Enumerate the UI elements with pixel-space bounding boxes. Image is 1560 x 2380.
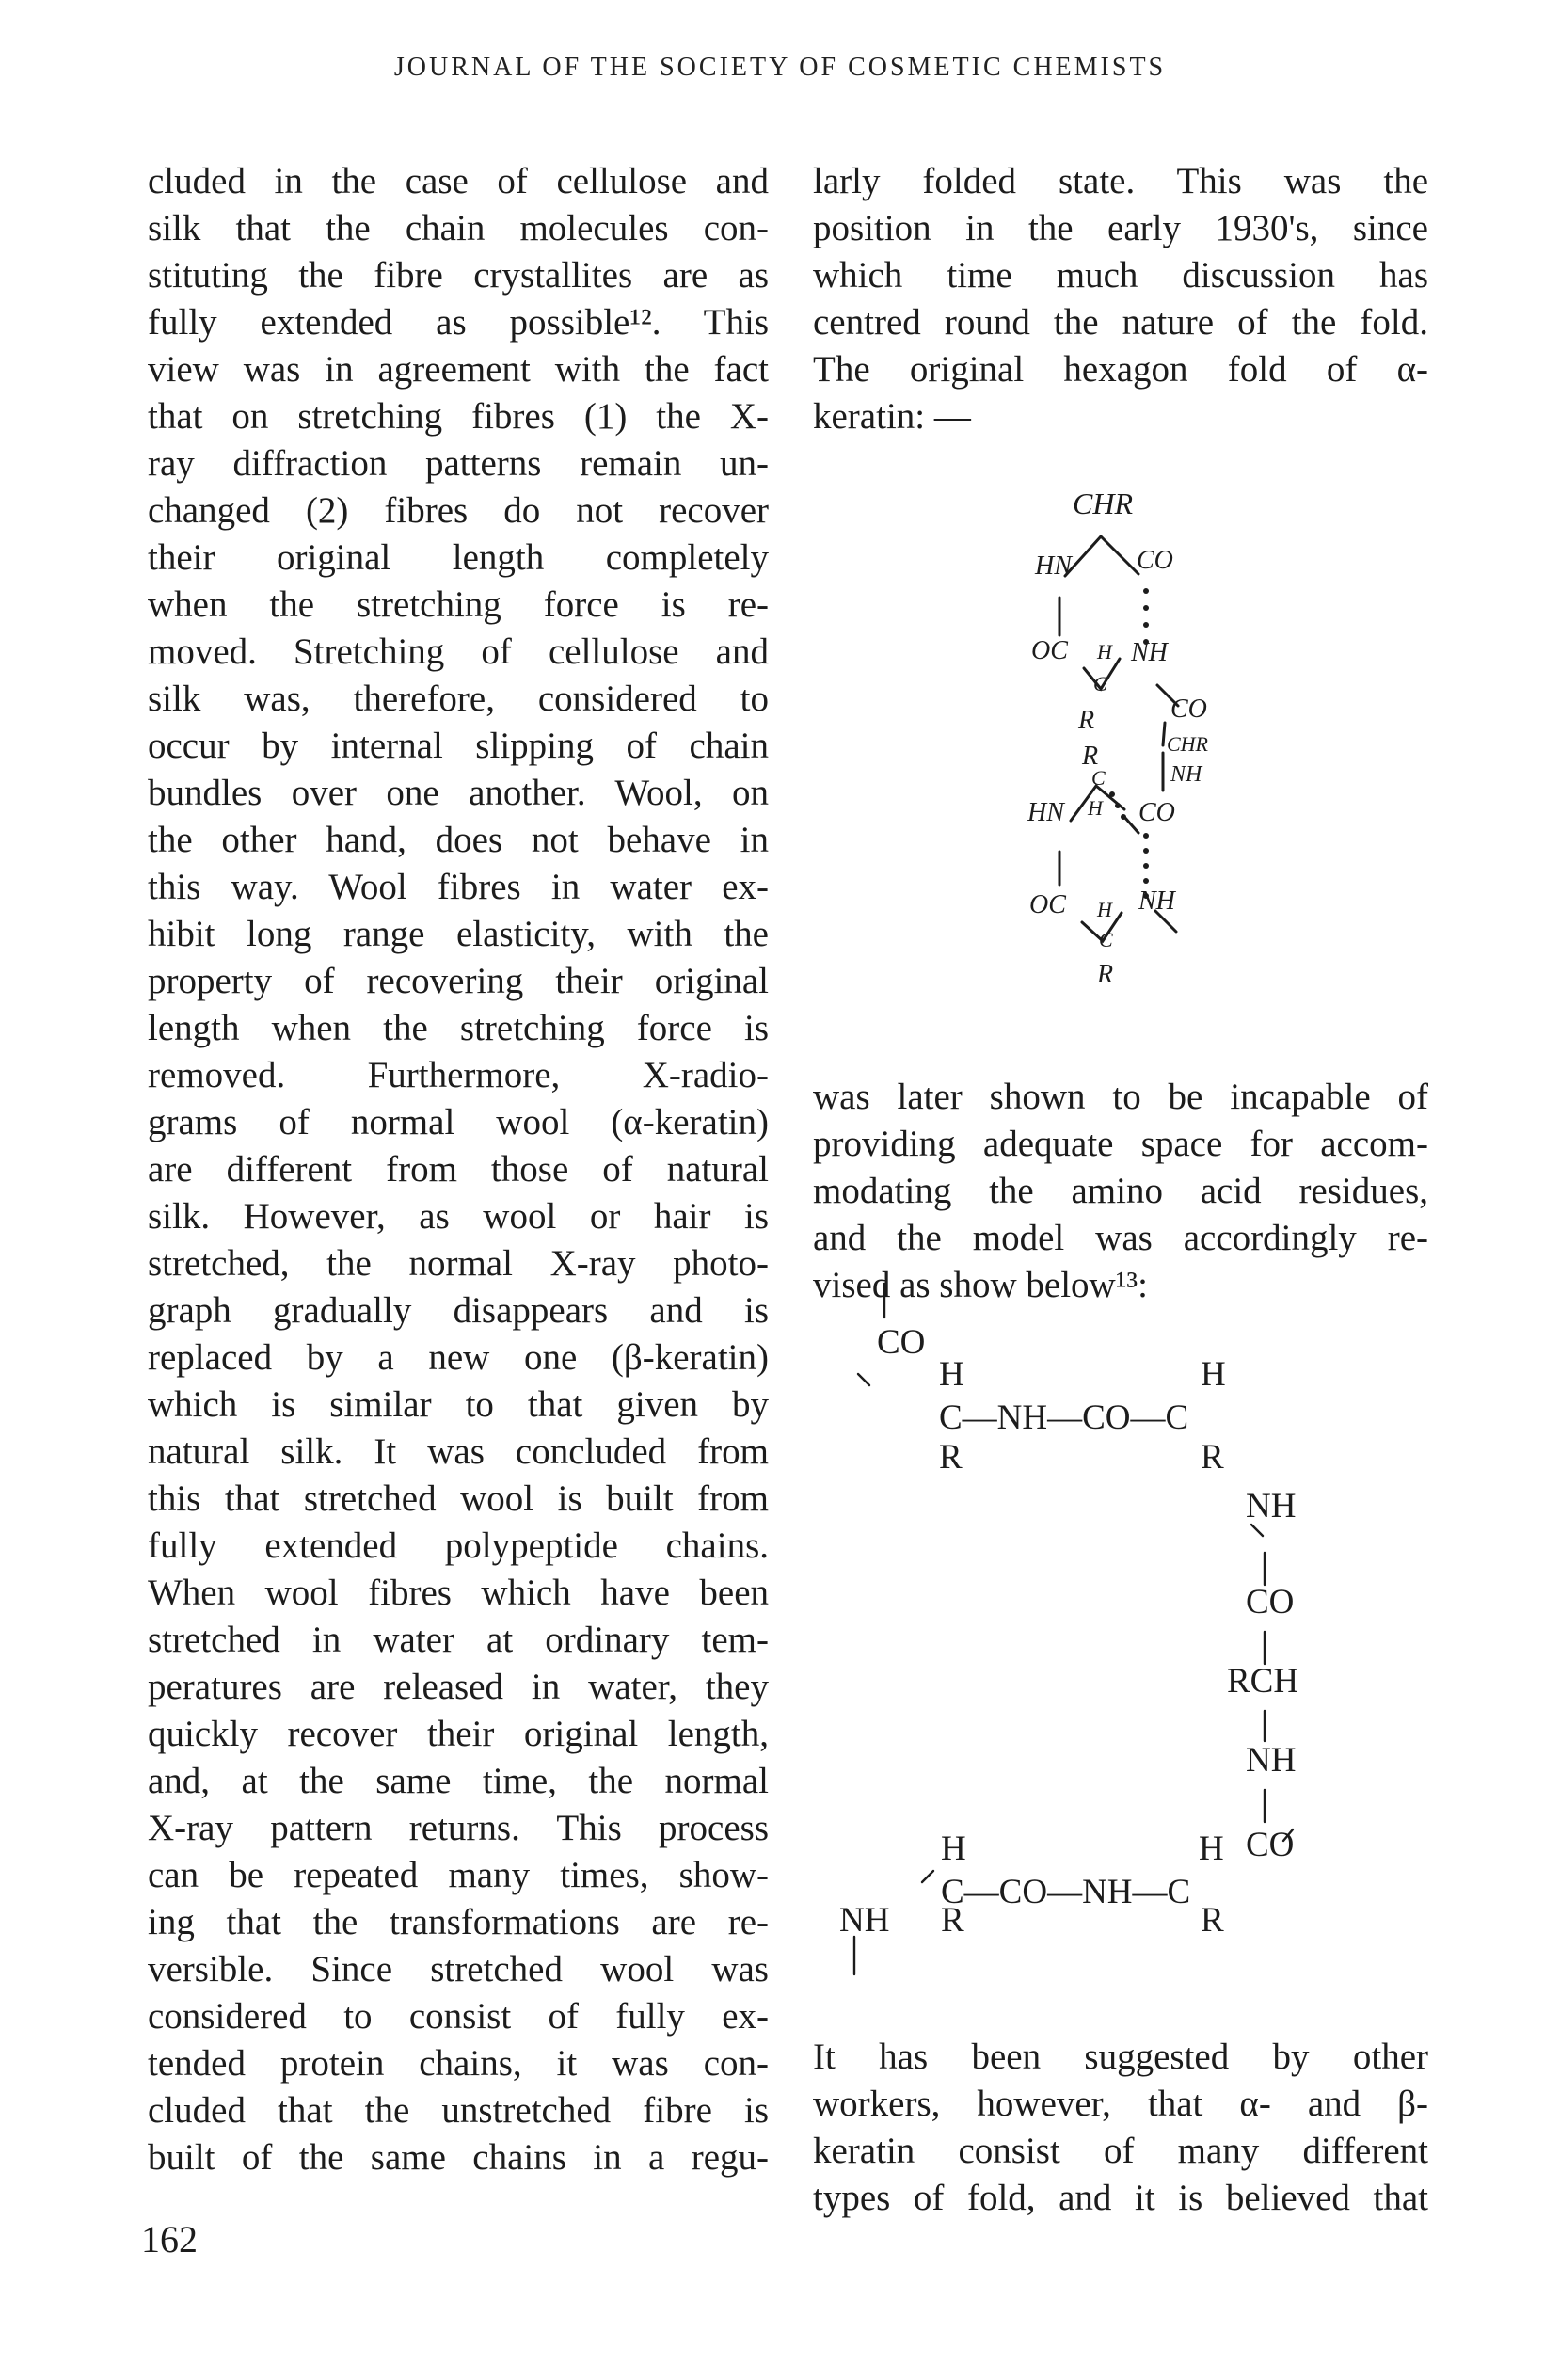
page-number: 162: [141, 2218, 198, 2260]
text-line: replaced by a new one (β-keratin): [148, 1337, 769, 1378]
right-paragraph-closing: [813, 2034, 1428, 2222]
text-line: workers, however, that α- and β-: [813, 2084, 1428, 2124]
rev-label: R: [941, 1901, 964, 1940]
text-line: removed. Furthermore, X-radio-: [148, 1055, 769, 1095]
text-line: when the stretching force is re-: [148, 584, 769, 625]
text-line: which is similar to that given by: [148, 1384, 769, 1425]
hex-label: R: [1082, 742, 1099, 771]
text-line: vised as show below¹³:: [813, 1265, 1148, 1305]
rev-label: CO: [877, 1323, 926, 1362]
text-line: length when the stretching force is: [148, 1008, 769, 1048]
text-line: the other hand, does not behave in: [148, 820, 769, 860]
hex-label: NH: [1170, 762, 1202, 787]
text-line: The original hexagon fold of α-: [813, 349, 1428, 390]
rev-label: CO: [1246, 1826, 1295, 1864]
text-line: moved. Stretching of cellulose and: [148, 631, 769, 672]
hex-label: R: [1078, 706, 1095, 735]
text-line: which time much discussion has: [813, 255, 1428, 296]
hex-label: C: [1093, 672, 1107, 695]
text-line: keratin: —: [813, 396, 971, 437]
hexagon-fold-formula: [979, 471, 1336, 998]
text-line: modating the amino acid residues,: [813, 1171, 1428, 1211]
text-line: are different from those of natural: [148, 1149, 769, 1190]
text-line: ing that the transformations are re-: [148, 1902, 769, 1942]
text-line: property of recovering their original: [148, 961, 769, 1001]
text-line: When wool fibres which have been: [148, 1573, 769, 1613]
text-line: considered to consist of fully ex-: [148, 1996, 769, 2037]
text-line: peratures are released in water, they: [148, 1667, 769, 1707]
text-line: this that stretched wool is built from: [148, 1478, 769, 1519]
revised-fold-formula: [828, 1270, 1355, 1986]
hex-label: OC: [1031, 636, 1068, 665]
text-line: keratin consist of many different: [813, 2131, 1428, 2171]
rev-label: C—NH—CO—C: [939, 1398, 1189, 1437]
rev-label: R: [939, 1438, 963, 1477]
rev-label: CO: [1246, 1583, 1295, 1621]
text-line: types of fold, and it is believed that: [813, 2178, 1428, 2218]
text-line: X-ray pattern returns. This process: [148, 1808, 769, 1848]
text-line: cluded in the case of cellulose and: [148, 161, 769, 201]
text-line: and, at the same time, the normal: [148, 1761, 769, 1801]
hex-label: NH: [1131, 638, 1168, 667]
rev-label: R: [1201, 1901, 1224, 1940]
text-line: versible. Since stretched wool was: [148, 1949, 769, 1989]
rev-label: H: [1199, 1829, 1224, 1868]
text-line: and the model was accordingly re-: [813, 1218, 1428, 1258]
rev-label: H: [1201, 1355, 1226, 1394]
hex-label: C: [1099, 928, 1113, 951]
hex-label: R: [1097, 960, 1114, 989]
hex-label: CO: [1137, 546, 1173, 575]
hex-label: C: [1091, 766, 1106, 790]
text-line: tended protein chains, it was con-: [148, 2043, 769, 2084]
text-line: hibit long range elasticity, with the: [148, 914, 769, 954]
right-column-closing: [813, 1997, 1428, 2259]
text-line: silk that the chain molecules con-: [148, 208, 769, 248]
left-paragraph: [148, 158, 769, 2181]
rev-label: NH: [839, 1901, 890, 1940]
hex-label: OC: [1029, 890, 1066, 919]
text-line: It has been suggested by other: [813, 2037, 1428, 2077]
rev-label: R: [1201, 1438, 1224, 1477]
left-column-text: [148, 158, 769, 2181]
rev-label: C—CO—NH—C: [941, 1873, 1191, 1911]
hex-label: CHR: [1073, 487, 1133, 520]
hex-label: CO: [1138, 798, 1175, 827]
text-line: their original length completely: [148, 537, 769, 578]
text-line: grams of normal wool (α-keratin): [148, 1102, 769, 1142]
text-line: occur by internal slipping of chain: [148, 726, 769, 766]
text-line: that on stretching fibres (1) the X-: [148, 396, 769, 437]
running-head: JOURNAL OF THE SOCIETY OF COSMETIC CHEMISTS: [393, 53, 1167, 82]
text-line: larly folded state. This was the: [813, 161, 1428, 201]
text-line: was later shown to be incapable of: [813, 1077, 1428, 1117]
text-line: changed (2) fibres do not recover: [148, 490, 769, 531]
rev-label: H: [941, 1829, 966, 1868]
rev-label: NH: [1246, 1487, 1297, 1525]
right-paragraph-intro: [813, 158, 1428, 440]
text-line: fully extended as possible¹². This: [148, 302, 769, 343]
hex-label: NH: [1138, 887, 1175, 916]
text-line: natural silk. It was concluded from: [148, 1431, 769, 1472]
text-line: bundles over one another. Wool, on: [148, 773, 769, 813]
hex-label: HN: [1035, 551, 1072, 581]
text-line: silk was, therefore, considered to: [148, 679, 769, 719]
text-line: silk. However, as wool or hair is: [148, 1196, 769, 1237]
text-line: graph gradually disappears and is: [148, 1290, 769, 1331]
text-line: this way. Wool fibres in water ex-: [148, 867, 769, 907]
text-line: stretched, the normal X-ray photo-: [148, 1243, 769, 1284]
hex-label: H: [1097, 898, 1112, 921]
text-line: position in the early 1930's, since: [813, 208, 1428, 248]
hex-label: H: [1088, 796, 1103, 820]
text-line: providing adequate space for accom-: [813, 1124, 1428, 1164]
text-line: built of the same chains in a regu-: [148, 2137, 769, 2178]
text-line: stretched in water at ordinary tem-: [148, 1620, 769, 1660]
text-line: centred round the nature of the fold.: [813, 302, 1428, 343]
rev-label: H: [939, 1355, 964, 1394]
text-line: ray diffraction patterns remain un-: [148, 443, 769, 484]
hex-label: CHR: [1167, 732, 1208, 756]
text-line: cluded that the unstretched fibre is: [148, 2090, 769, 2131]
hex-label: HN: [1027, 798, 1064, 827]
rev-label: RCH: [1227, 1662, 1299, 1701]
right-column-intro: [813, 158, 1428, 440]
hex-label: CO: [1170, 695, 1207, 724]
text-line: can be repeated many times, show-: [148, 1855, 769, 1895]
text-line: quickly recover their original length,: [148, 1714, 769, 1754]
text-line: stituting the fibre crystallites are as: [148, 255, 769, 296]
hex-label: H: [1097, 640, 1112, 663]
rev-label: NH: [1246, 1741, 1297, 1780]
text-line: fully extended polypeptide chains.: [148, 1525, 769, 1566]
text-line: view was in agreement with the fact: [148, 349, 769, 390]
